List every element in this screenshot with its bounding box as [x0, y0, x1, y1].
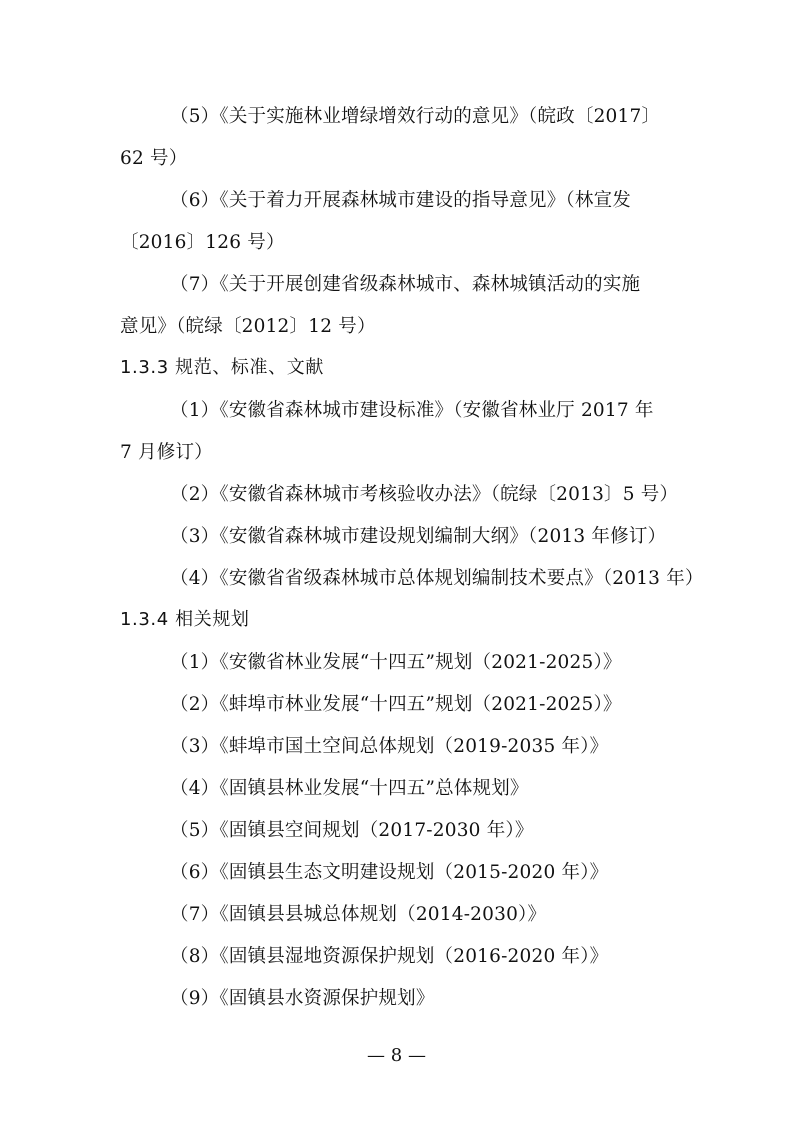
plan-item-5: （5）《固镇县空间规划（2017-2030 年）》 — [170, 820, 534, 841]
policy-item-5-line-2: 62 号） — [120, 148, 188, 169]
plan-item-7: （7）《固镇县县城总体规划（2014-2030）》 — [170, 904, 547, 925]
plan-item-6: （6）《固镇县生态文明建设规划（2015-2020 年）》 — [170, 862, 609, 883]
policy-item-7-line-1: （7）《关于开展创建省级森林城市、森林城镇活动的实施 — [170, 274, 641, 295]
standard-item-2: （2）《安徽省森林城市考核验收办法》（皖绿〔2013〕5 号） — [170, 484, 679, 505]
page-number: — 8 — — [367, 1045, 426, 1066]
section-heading-1-3-3: 1.3.3 规范、标准、文献 — [120, 357, 324, 378]
plan-item-1: （1）《安徽省林业发展“十四五”规划（2021-2025）》 — [170, 652, 622, 673]
plan-item-2: （2）《蚌埠市林业发展“十四五”规划（2021-2025）》 — [170, 694, 622, 715]
section-heading-1-3-4: 1.3.4 相关规划 — [120, 609, 250, 630]
policy-item-6-line-2: 〔2016〕126 号） — [120, 232, 285, 253]
standard-item-1-line-2: 7 月修订） — [120, 442, 213, 463]
standard-item-1-line-1: （1）《安徽省森林城市建设标准》（安徽省林业厅 2017 年 — [170, 400, 654, 421]
plan-item-9: （9）《固镇县水资源保护规划》 — [170, 988, 435, 1009]
policy-item-5-line-1: （5）《关于实施林业增绿增效行动的意见》（皖政〔2017〕 — [170, 106, 661, 127]
plan-item-4: （4）《固镇县林业发展“十四五”总体规划》 — [170, 778, 529, 799]
plan-item-3: （3）《蚌埠市国土空间总体规划（2019-2035 年）》 — [170, 736, 609, 757]
standard-item-3: （3）《安徽省森林城市建设规划编制大纲》（2013 年修订） — [170, 526, 667, 547]
policy-item-6-line-1: （6）《关于着力开展森林城市建设的指导意见》（林宣发 — [170, 190, 631, 211]
standard-item-4: （4）《安徽省省级森林城市总体规划编制技术要点》（2013 年） — [170, 568, 704, 589]
policy-item-7-line-2: 意见》（皖绿〔2012〕12 号） — [120, 316, 376, 337]
plan-item-8: （8）《固镇县湿地资源保护规划（2016-2020 年）》 — [170, 946, 609, 967]
